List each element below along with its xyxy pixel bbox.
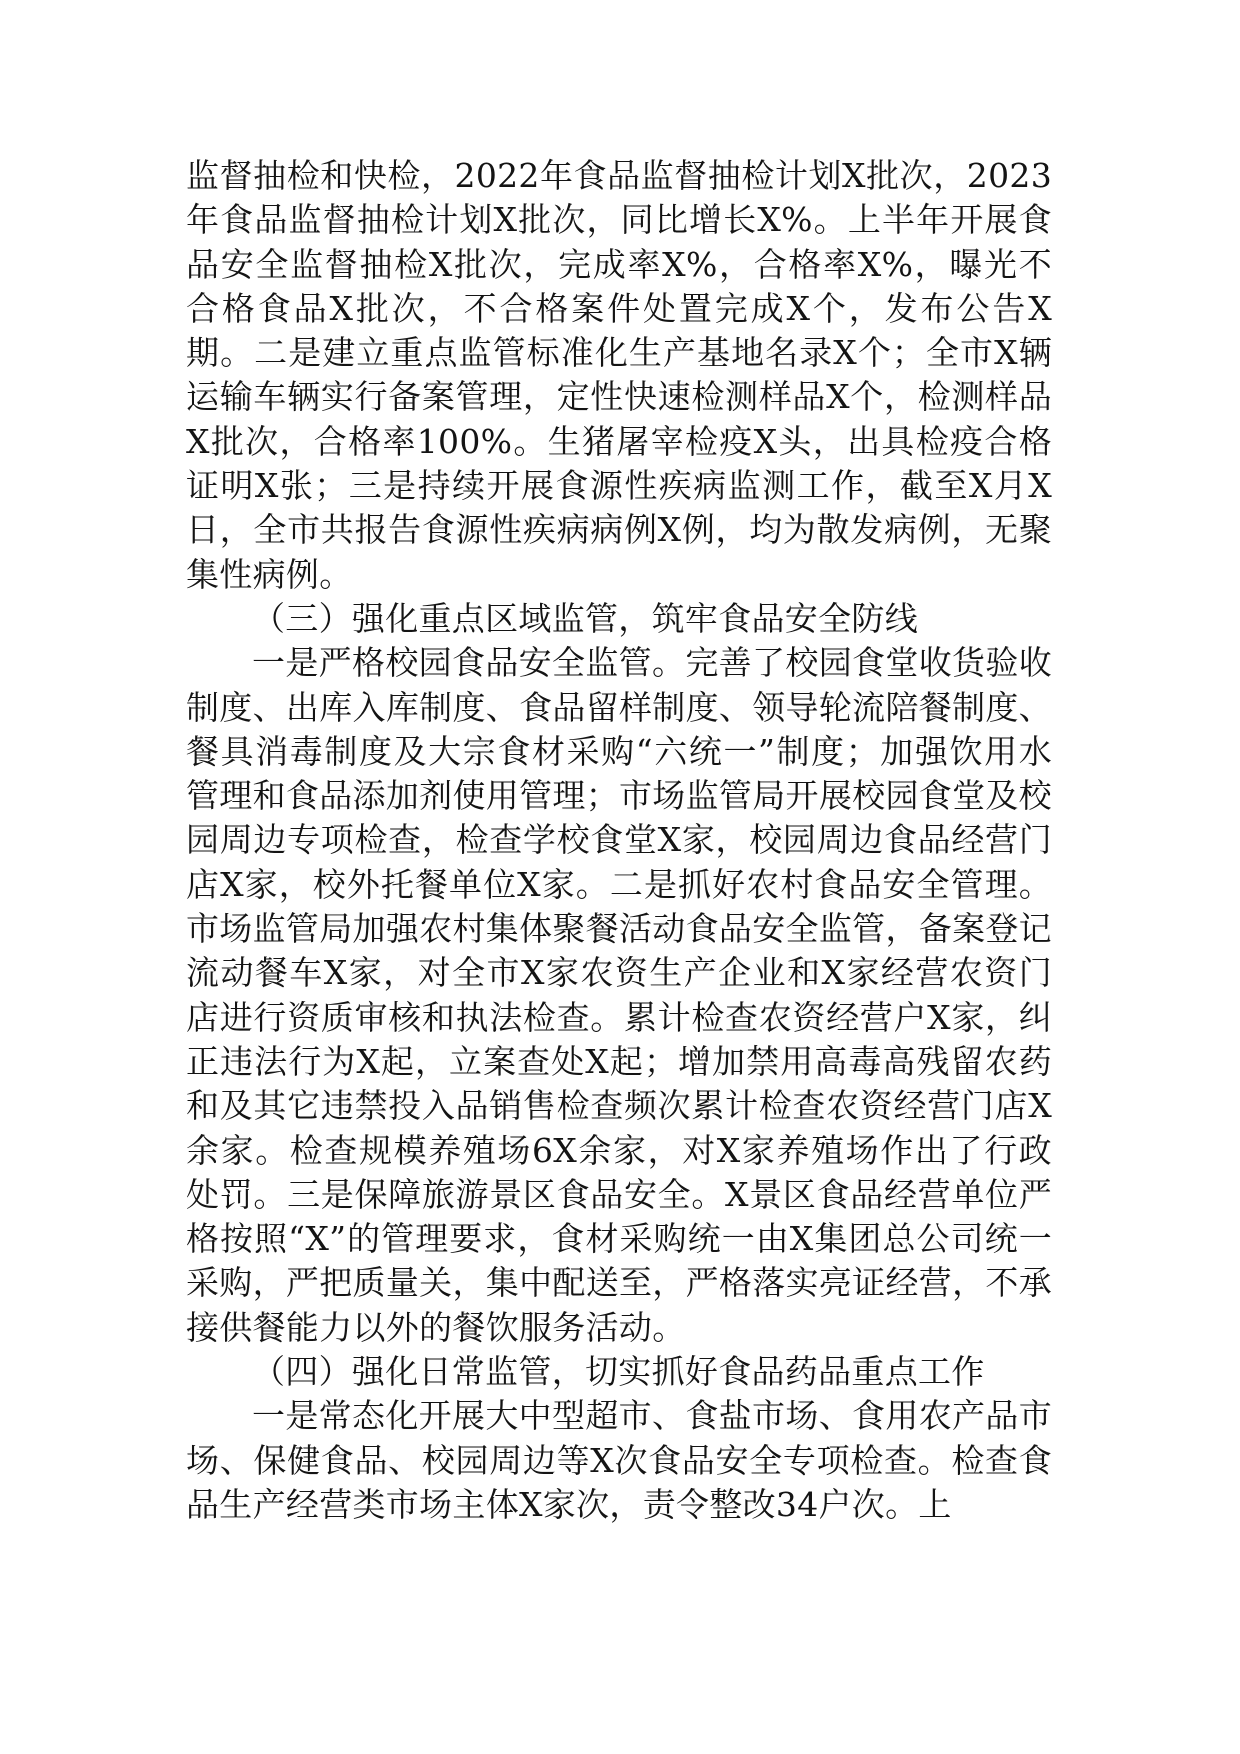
section-heading-3: （三）强化重点区域监管，筑牢食品安全防线	[252, 598, 918, 638]
document-page	[186, 154, 1052, 1527]
body-paragraph-2: 一是严格校园食品安全监管。完善了校园食堂收货验收制度、出库入库制度、食品留样制度、领导轮流陪餐制度、餐具消毒制度及大宗食材采购“六统一”制度；加强饮用水管理和食品添加剂使用管理；市场监管局开展校园食堂及校园周边专项检查，检查学校食堂X家，校园周边食品经营门店X家，校外托餐单位X家。二是抓好农村食品安全管理。市场监管局加强农村集体聚餐活动食品安全监管，备案登记流动餐车X家，对全市X家农资生产企业和X家经营农资门店进行资质审核和执法检查。累计检查农资经营户X家，纠正违法行为X起，立案查处X起；增加禁用高毒高残留农药和及其它违禁投入品销售检查频次累计检查农资经营门店X余家。检查规模养殖场6X余家，对X家养殖场作出了行政处罚。三是保障旅游景区食品安全。X景区食品经营单位严格按照“X”的管理要求，食材采购统一由X集团总公司统一采购，严把质量关，集中配送至，严格落实亮证经营，不承接供餐能力以外的餐饮服务活动。	[186, 643, 1052, 1347]
section-heading-4: （四）强化日常监管，切实抓好食品药品重点工作	[252, 1352, 985, 1392]
body-paragraph-3: 一是常态化开展大中型超市、食盐市场、食用农产品市场、保健食品、校园周边等X次食品安全专项检查。检查食品生产经营类市场主体X家次，责令整改34户次。上	[186, 1396, 1052, 1524]
body-paragraph-1: 监督抽检和快检，2022年食品监督抽检计划X批次，2023年食品监督抽检计划X批次，同比增长X%。上半年开展食品安全监督抽检X批次，完成率X%，合格率X%，曝光不合格食品X批次，不合格案件处置完成X个，发布公告X期。二是建立重点监管标准化生产基地名录X个；全市X辆运输车辆实行备案管理，定性快速检测样品X个，检测样品X批次，合格率100%。生猪屠宰检疫X头，出具检疫合格证明X张；三是持续开展食源性疾病监测工作，截至X月X日，全市共报告食源性疾病病例X例，均为散发病例，无聚集性病例。	[186, 156, 1052, 594]
